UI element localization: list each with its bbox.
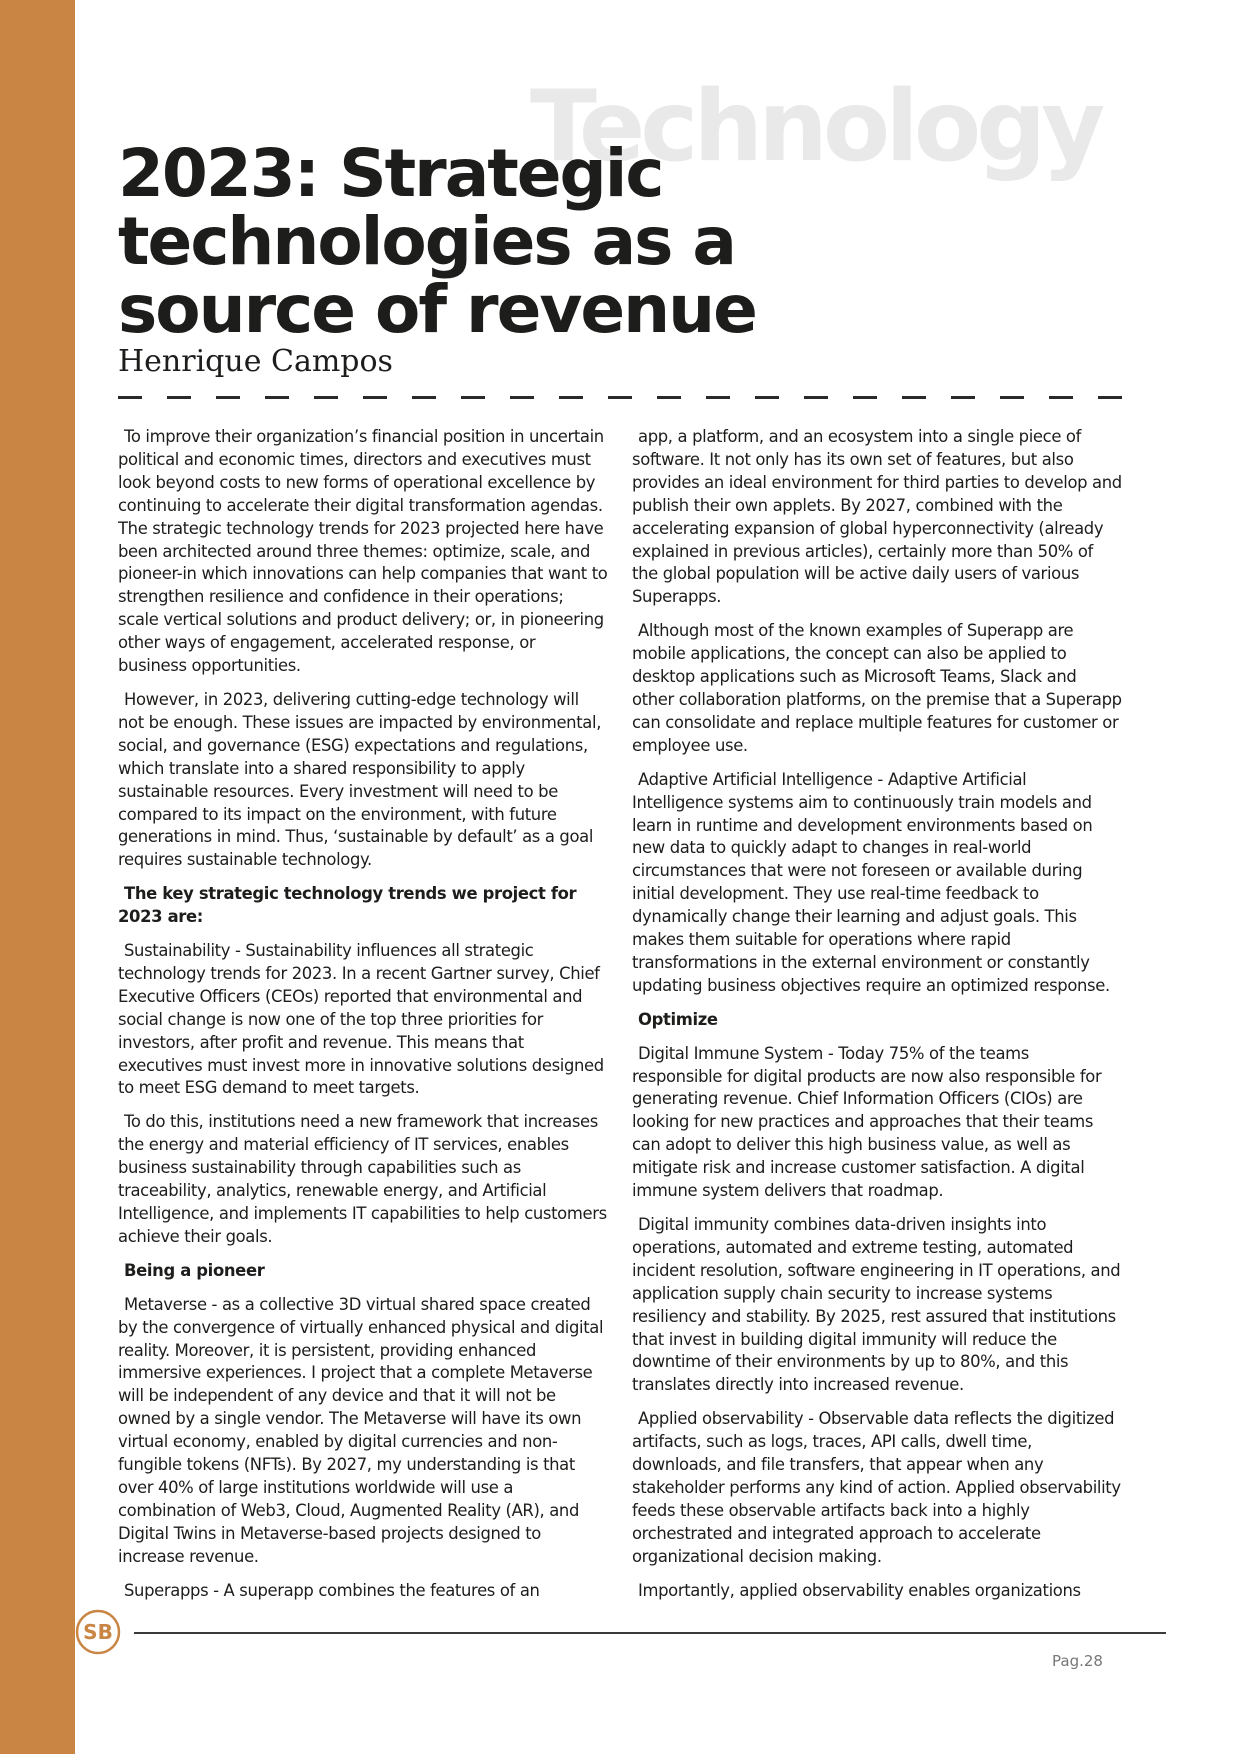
paragraph: To do this, institutions need a new framework that increases the energy and material efficiency of IT services, enables business sustainability through capabilities such as traceability, analytics, renewable energy, and Artificial Intelligence, and implements IT capabilities to help customers achieve their goals. — [118, 1112, 607, 1246]
paragraph: Adaptive Artificial Intelligence - Adaptive Artificial Intelligence systems aim to continuously train models and learn in runtime and development environments based on new data to quickly adapt to changes in real-world circumstances that were not foreseen or available during initial development. They use real-time feedback to dynamically change their learning and adjust goals. This makes them suitable for operations where rapid transformations in the external environment or constantly updating business objectives require an optimized response. — [632, 769, 1110, 995]
subheading: Being a pioneer — [124, 1260, 265, 1280]
logo-text: SB — [83, 1620, 113, 1644]
sb-logo-icon — [74, 1608, 122, 1656]
paragraph: Applied observability - Observable data reflects the digitized artifacts, such as logs, traces, API calls, dwell time, downloads, and file transfers, that appear when any stakeholder performs any kind of action. Applied observability feeds these observable artifacts back into a highly orchestrated and integrated approach to accelerate organizational decision making. — [632, 1409, 1121, 1566]
subheading: Optimize — [638, 1009, 718, 1029]
footer-divider — [134, 1632, 1166, 1634]
side-accent-bar — [0, 0, 75, 1754]
left-column — [118, 426, 608, 1614]
paragraph: Digital Immune System - Today 75% of the teams responsible for digital products are now also responsible for generating revenue. Chief Information Officers (CIOs) are looking for new practices and approaches that their teams can adopt to deliver this high business value, as well as mitigate risk and increase customer satisfaction. A digital immune system delivers that roadmap. — [632, 1043, 1102, 1201]
article-title: 2023: Strategic technologies as a source of revenue — [118, 135, 756, 348]
paragraph: Sustainability - Sustainability influences all strategic technology trends for 2023. In a recent Gartner survey, Chief Executive Officers (CEOs) reported that environmental and social change is now one of the top three priorities for investors, after profit and revenue. This means that executives must invest more in innovative solutions designed to meet ESG demand to meet targets. — [118, 941, 604, 1098]
paragraph: Although most of the known examples of Superapp are mobile applications, the concept can also be applied to desktop applications such as Microsoft Teams, Slack and other collaboration platforms, on the premise that a Superapp can consolidate and replace multiple features for customer or employee use. — [632, 621, 1122, 755]
paragraph: Digital immunity combines data-driven insights into operations, automated and extreme testing, automated incident resolution, software engineering in IT operations, and application supply chain security to increase systems resiliency and stability. By 2025, rest assured that institutions that invest in building digital immunity will reduce the downtime of their environments by up to 80%, and this translates directly into increased revenue. — [632, 1215, 1121, 1395]
page-number: Pag.28 — [1052, 1652, 1103, 1670]
paragraph: Superapps - A superapp combines the features of an — [124, 1580, 540, 1600]
paragraph: app, a platform, and an ecosystem into a single piece of software. It not only has its own set of features, but also provides an ideal environment for third parties to develop and publish their own applets. By 2027, combined with the accelerating expansion of global hyperconnectivity (already explained in previous articles), certainly more than 50% of the global population will be active daily users of various Superapps. — [632, 427, 1122, 607]
subheading: The key strategic technology trends we project for 2023 are: — [118, 884, 577, 927]
paragraph: Importantly, applied observability enables organizations — [638, 1580, 1081, 1600]
paragraph: To improve their organization’s financial position in uncertain political and economic times, directors and executives must look beyond costs to new forms of operational excellence by continuing to accelerate their digital transformation agendas. The strategic technology trends for 2023 projected here have been architected around three themes: optimize, scale, and pioneer-in which innovations can help companies that want to strengthen resilience and confidence in their operations; scale vertical solutions and product delivery; or, in pioneering other ways of engagement, accelerated response, or business opportunities. — [118, 427, 608, 676]
section-watermark: Technology — [530, 70, 1101, 184]
paragraph: Metaverse - as a collective 3D virtual shared space created by the convergence of virtually enhanced physical and digital reality. Moreover, it is persistent, providing enhanced immersive experiences. I project that a complete Metaverse will be independent of any device and that it will not be owned by a single vendor. The Metaverse will have its own virtual economy, enabled by digital currencies and non-fungible tokens (NFTs). By 2027, my understanding is that over 40% of large institutions worldwide will use a combination of Web3, Cloud, Augmented Reality (AR), and Digital Twins in Metaverse-based projects designed to increase revenue. — [118, 1294, 604, 1566]
paragraph: However, in 2023, delivering cutting-edge technology will not be enough. These issues are impacted by environmental, social, and governance (ESG) expectations and regulations, which translate into a shared responsibility to apply sustainable resources. Every investment will need to be compared to its impact on the environment, with future generations in mind. Thus, ‘sustainable by default’ as a goal requires sustainable technology. — [118, 689, 602, 870]
dashed-divider — [118, 396, 1123, 399]
right-column — [632, 426, 1122, 1614]
article-author: Henrique Campos — [118, 344, 393, 379]
